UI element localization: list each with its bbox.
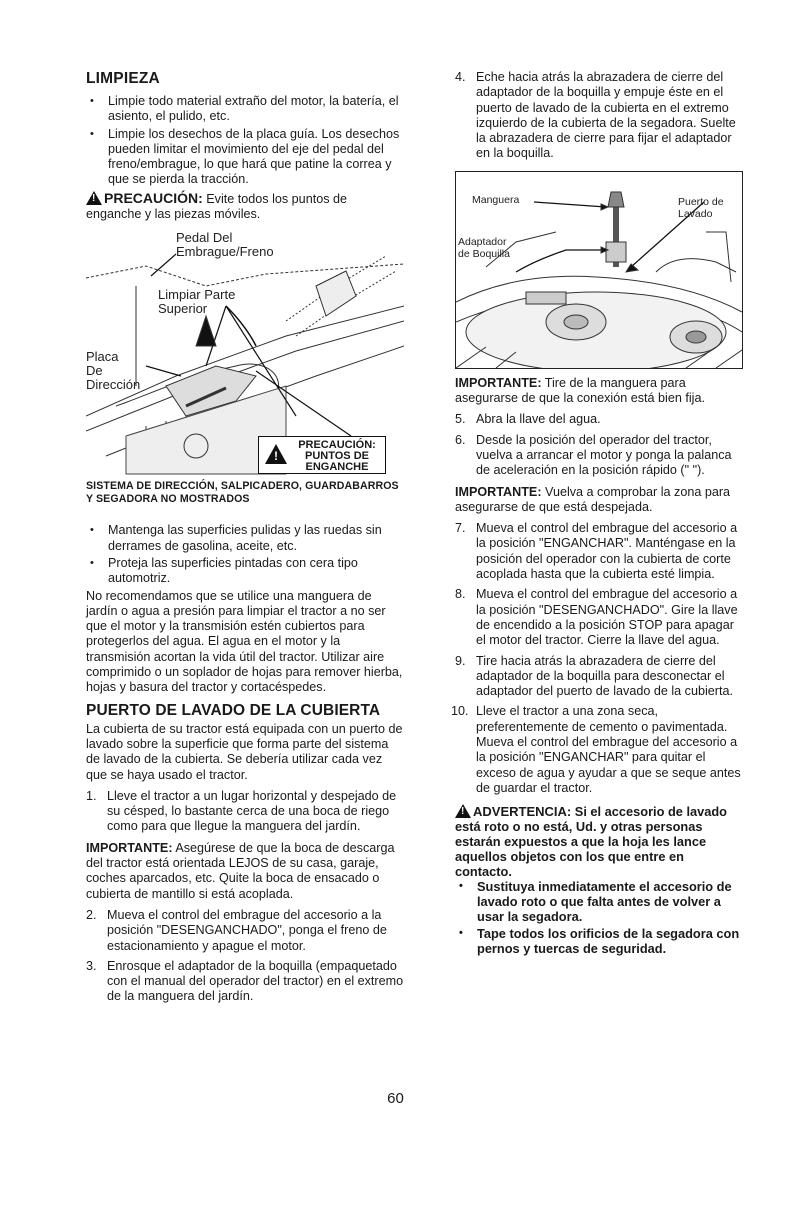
label-pedal-embrague-freno: Pedal Del Embrague/Freno	[176, 230, 274, 260]
label-puerto-de-lavado: Puerto de Lavado	[678, 195, 724, 220]
important-note	[455, 485, 743, 516]
step-item: 1. Lleve el tractor a un lugar horizontal y despejado de su césped, lo bastante cerca de una boca de riego como para que llegue la manguera del jardín.	[86, 788, 397, 834]
step-text: Desde la posición del operador del tractor, vuelva a arrancar el motor y ponga la palanca de aceleración en la posición rápido (" ").	[476, 432, 732, 478]
label-manguera: Manguera	[472, 193, 520, 206]
step-item: 8. Mueva el control del embrague del accesorio a la posición "DESENGANCHADO". Gire la llave de encendido a la posición STOP para apagar el motor del tractor. Cierre la llave del agua.	[455, 587, 738, 648]
list-item: • Mantenga las superficies pulidas y las ruedas sin derrames de gasolina, aceite, etc.	[86, 523, 404, 554]
list-item: • Limpie los desechos de la placa guía. Los desechos pueden limitar el movimiento del eje del pedal del freno/embrague, lo que hará que patine la correa y que se pierda la tracción.	[86, 127, 404, 188]
caution-pinch-points-callout	[258, 436, 386, 474]
figure-wash-port	[455, 171, 743, 369]
warning-text: Si el accesorio de lavado está roto o no está, Ud. y otras personas estarán expuestos a que la hoja les lance aquellos objetos con los que entre en contacto.	[455, 804, 728, 880]
important-text: Tire de la manguera para asegurarse de que la conexión está bien fija.	[455, 375, 705, 406]
right-column	[451, 70, 743, 958]
label-limpiar-parte-superior: Limpiar Parte Superior	[158, 287, 236, 317]
warning-triangle-icon	[265, 444, 287, 464]
steps-list-right	[455, 70, 743, 162]
step-item: 10. Lleve el tractor a una zona seca, preferentemente de cemento o pavimentada. Mueva el control del embrague del accesorio a la posición "ENGANCHAR" para quitar el exceso de agua y ayudar a que se seque antes de guardar el tractor.	[451, 704, 741, 795]
label-adaptador-de-boquilla: Adaptador de Boquilla	[458, 235, 510, 260]
list-item: • Proteja las superficies pintadas con cera tipo automotriz.	[86, 556, 404, 587]
callout-text: PRECAUCIÓN: PUNTOS DE ENGANCHE	[298, 439, 376, 474]
step-text: Enrosque el adaptador de la boquilla (empaquetado con el manual del operador del tractor) en el extremo de la manguera del jardín.	[107, 958, 404, 1004]
step-text: Abra la llave del agua.	[476, 412, 601, 427]
steps-list-left	[86, 789, 404, 835]
step-text: Tire hacia atrás la abrazadera de cierre del adaptador de la boquilla para desconectar el adaptador del puerto de lavado de la cubierta.	[476, 653, 733, 699]
warning-bullets	[455, 879, 743, 956]
section-heading-limpieza: LIMPIEZA	[86, 70, 160, 87]
warning-label: ADVERTENCIA:	[473, 804, 572, 820]
steps-list-right-2	[455, 412, 743, 478]
step-item: 5. Abra la llave del agua.	[455, 412, 601, 427]
step-text: Mueva el control del embrague del accesorio a la posición "DESENGANCHADO". Gire la llave de encendido a la posición STOP para apagar el motor del tractor. Cierre la llave del agua.	[476, 587, 738, 648]
step-item: 4. Eche hacia atrás la abrazadera de cierre del adaptador de la boquilla y empuje éste en el puerto de lavado de la cubierta en el extremo izquierdo de la cubierta de la segadora. Suelte la abrazadera de cierre para fijar el adaptador en la boquilla.	[455, 70, 736, 161]
important-label: IMPORTANTE:	[86, 840, 173, 855]
list-item: • Sustituya inmediatamente el accesorio de lavado roto o que falta antes de volver a usar la segadora.	[455, 879, 743, 924]
label-placa-de-direccion: Placa De Dirección	[86, 349, 141, 393]
warning-notice	[455, 804, 743, 879]
caution-text: Evite todos los puntos de enganche y las piezas móviles.	[86, 191, 348, 222]
step-item: 7. Mueva el control del embrague del accesorio a la posición "ENGANCHAR". Manténgase en la posición del operador con la cubierta de corte acoplada hasta que la cubierta esté limpia.	[455, 521, 738, 582]
steps-list-left-2	[86, 908, 404, 1005]
paragraph-hose-warning: No recomendamos que se utilice una manguera de jardín o agua a presión para limpiar el tractor a no ser que el motor y la transmisión estén cubiertos para protegerlos del agua. El agua en el motor y la transmisión acortan la vida útil del tractor. Utilizar aire comprimido o un soplador de hojas para remover hierba, hojas y basura del tractor y cortacéspedes.	[86, 588, 403, 695]
step-text: Mueva el control del embrague del accesorio a la posición "ENGANCHAR". Manténgase en la posición del operador con la cubierta de corte acoplada hasta que la cubierta esté limpia.	[476, 521, 738, 582]
section-heading-puerto-lavado: PUERTO DE LAVADO DE LA CUBIERTA	[86, 701, 381, 719]
step-item: 6. Desde la posición del operador del tractor, vuelva a arrancar el motor y ponga la palanca de aceleración en la posición rápido (" ").	[455, 432, 732, 478]
step-text: Lleve el tractor a una zona seca, preferentemente de cemento o pavimentada. Mueva el control del embrague del accesorio a la posición "ENGANCHAR" para quitar el exceso de agua y ayudar a que se seque antes de guardar el tractor.	[476, 704, 741, 795]
step-text: Eche hacia atrás la abrazadera de cierre del adaptador de la boquilla y empuje éste en el puerto de lavado de la cubierta en el extremo izquierdo de la cubierta de la segadora. Suelte la abrazadera de cierre para fijar el adaptador en la boquilla.	[476, 70, 736, 161]
list-item: • Limpie todo material extraño del motor, la batería, el asiento, el pulido, etc.	[86, 94, 404, 125]
warning-triangle-icon	[455, 804, 471, 818]
step-text: Mueva el control del embrague del accesorio a la posición "DESENGANCHADO", ponga el freno de estacionamiento y apague el motor.	[107, 907, 387, 953]
caution-notice	[86, 191, 404, 223]
step-item: 2. Mueva el control del embrague del accesorio a la posición "DESENGANCHADO", ponga el freno de estacionamiento y apague el motor.	[86, 907, 387, 953]
important-note	[86, 841, 404, 902]
figure-caption: SISTEMA DE DIRECCIÓN, SALPICADERO, GUARDABARROS Y SEGADORA NO MOSTRADOS	[86, 480, 399, 505]
steps-list-right-3	[451, 521, 743, 796]
paragraph-deck-wash-intro: La cubierta de su tractor está equipada con un puerto de lavado sobre la superficie que forma parte del sistema de lavado de la cubierta. Se debería utilizar cada vez que se haya usado el tractor.	[86, 721, 403, 782]
page-number: 60	[387, 1090, 404, 1107]
caution-label: PRECAUCIÓN:	[104, 189, 203, 206]
figure-steering-plate	[86, 226, 404, 476]
cleaning-bullets-mid	[86, 523, 404, 586]
important-label: IMPORTANTE:	[455, 484, 542, 499]
warning-triangle-icon	[86, 191, 102, 205]
left-column	[86, 70, 404, 1010]
step-item: 9. Tire hacia atrás la abrazadera de cierre del adaptador de la boquilla para desconectar el adaptador del puerto de lavado de la cubierta.	[455, 653, 733, 699]
step-item: 3. Enrosque el adaptador de la boquilla (empaquetado con el manual del operador del tractor) en el extremo de la manguera del jardín.	[86, 958, 404, 1004]
important-text: Vuelva a comprobar la zona para asegurarse de que está despejada.	[455, 484, 731, 514]
cleaning-bullets-top	[86, 94, 404, 188]
step-text: Lleve el tractor a un lugar horizontal y despejado de su césped, lo bastante cerca de una boca de riego como para que llegue la manguera del jardín.	[107, 788, 397, 834]
important-text: Asegúrese de que la boca de descarga del tractor está orientada LEJOS de su casa, garaje, coches aparcados, etc. Quite la boca de ensacado o cubierta de mantillo si está acoplada.	[86, 840, 395, 901]
list-item: • Tape todos los orificios de la segadora con pernos y tuercas de seguridad.	[455, 926, 743, 956]
important-note	[455, 376, 743, 407]
important-label: IMPORTANTE:	[455, 375, 542, 390]
